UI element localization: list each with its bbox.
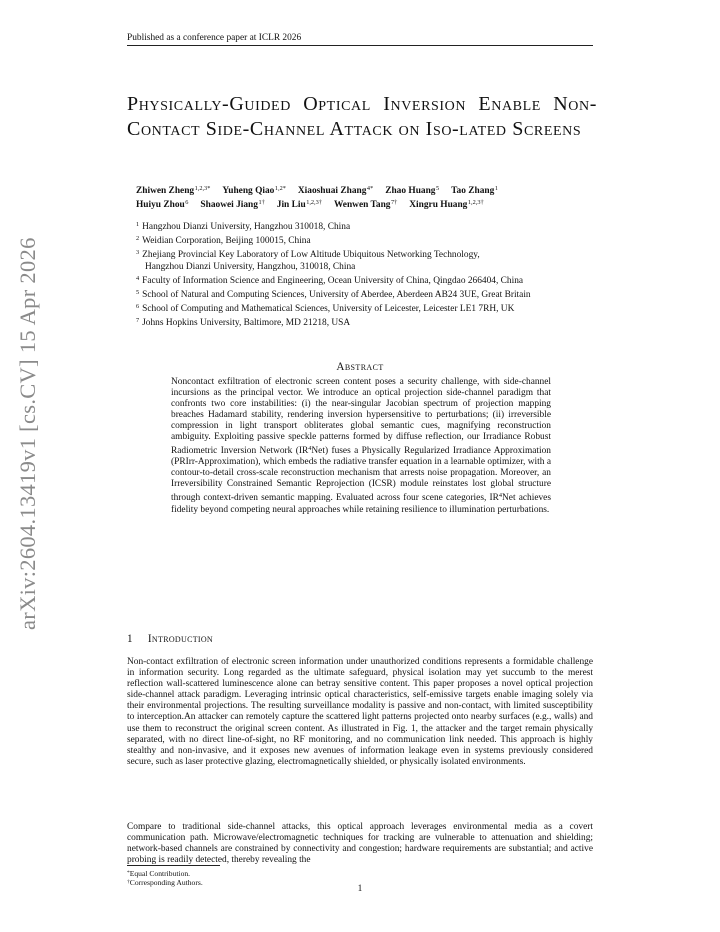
affiliation-number: 5 xyxy=(136,289,140,297)
author-affiliation-mark: 1,2,3† xyxy=(306,199,322,207)
affiliation-number: 4 xyxy=(136,274,140,282)
author-name: Tao Zhang xyxy=(451,186,495,196)
author xyxy=(451,186,498,196)
affiliation-number: 1 xyxy=(136,221,140,228)
footnote-item xyxy=(127,869,203,878)
running-header: Published as a conference paper at ICLR 2026 xyxy=(127,33,302,43)
section-number: 1 xyxy=(127,633,133,645)
author-name: Zhiwen Zheng xyxy=(136,186,195,196)
author-affiliation-mark: 1,2* xyxy=(274,185,286,192)
intro-paragraph-2: Compare to traditional side-channel attacks, this optical approach leverages environmental media as a covert communication path. Microwave/electromagnetic techniques for tracking are vulnerable to attenuation and shielding; network-based channels are constrained by connectivity and congestion; hardware requirements are substantial; and active probing is readily detected, thereby revealing the xyxy=(127,822,593,866)
affiliation-item xyxy=(136,233,636,247)
author xyxy=(409,200,483,210)
author-list xyxy=(136,183,606,212)
author-affiliation-mark: 1† xyxy=(258,199,265,207)
author-affiliation-mark: 1,2,3* xyxy=(194,185,211,192)
author-affiliation-mark: 1,2,3† xyxy=(467,199,484,207)
abstract-text-3: Net achieves fidelity beyond competing neural approaches while retaining resilience to illumination perturbations. xyxy=(171,493,551,515)
affiliation-item xyxy=(136,315,636,329)
section-heading xyxy=(127,633,213,645)
paper-title: Physically-Guided Optical Inversion Enable Non-Contact Side-Channel Attack on Iso-lated Screens xyxy=(127,93,597,140)
affiliation-text: Weidian Corporation, Beijing 100015, China xyxy=(142,236,311,247)
author xyxy=(200,200,264,210)
author-name: Xiaoshuai Zhang xyxy=(297,186,367,196)
author xyxy=(222,186,286,196)
footnote-text: Equal Contribution. xyxy=(129,869,191,878)
abstract-text-1: Noncontact exfiltration of electronic screen content poses a security challenge, with side-channel incursions as the principal vector. We introduce an optical projection side-channel paradigm that confronts two core instabilities: (i) the near-singular Jacobian spectrum of projection mapping breaches Hadamard stability, rendering inversion hypersensitive to perturbations; (ii) irreversible compression in light transport obliterates global semantic cues, magnifying reconstruction ambiguity. Exploiting passive speckle patterns formed by diffuse reflection, our Irradiance Robust Radiometric Inversion Network (IR xyxy=(171,377,551,457)
affiliation-list xyxy=(136,219,636,330)
author-name: Zhao Huang xyxy=(385,186,436,196)
author-affiliation-mark: 5 xyxy=(436,185,440,192)
affiliation-item xyxy=(136,247,636,261)
affiliation-number: 7 xyxy=(136,317,140,325)
abstract-text-2: Net) fuses a Physically Regularized Irradiance Approximation (PRIrr-Approximation), which embeds the radiative transfer equation in a learnable optimizer, with a contour-to-detail cross-scale reconstruction mechanism that arrests noise propagation. Moreover, an Irreversibility Constrained Semantic Reprojection (ICSR) module reinstates lost global structure through context-driven semantic mapping. Evaluated across four scene categories, IR xyxy=(171,446,551,504)
affiliation-number: 3 xyxy=(136,249,140,257)
footnote-rule xyxy=(127,865,220,866)
affiliation-number: 2 xyxy=(136,235,140,243)
author-name: Shaowei Jiang xyxy=(200,200,258,211)
affiliation-text: Hangzhou Dianzi University, Hangzhou 310018, China xyxy=(142,222,351,232)
author-line-1 xyxy=(136,183,606,197)
abstract-superscript-1: 4 xyxy=(308,445,312,453)
author-line-2 xyxy=(136,197,606,211)
author xyxy=(334,200,397,210)
abstract-body xyxy=(171,377,551,516)
affiliation-text: Faculty of Information Science and Engineering, Ocean University of China, Qingdao 266404, China xyxy=(142,275,524,286)
author xyxy=(136,186,210,196)
affiliation-text: Zhejiang Provincial Key Laboratory of Low Altitude Ubiquitous Networking Technology, xyxy=(142,250,480,261)
author-name: Huiyu Zhou xyxy=(136,200,185,211)
abstract-heading: Abstract xyxy=(336,361,384,373)
affiliation-text: School of Computing and Mathematical Sciences, University of Leicester, Leicester LE1 7RH, UK xyxy=(142,304,515,315)
footnote-mark: * xyxy=(127,870,130,876)
author-name: Yuheng Qiao xyxy=(222,186,275,196)
affiliation-number: 6 xyxy=(136,303,140,311)
intro-paragraph-1: Non-contact exfiltration of electronic screen information under unauthorized conditions represents a formidable challenge in information security. Long regarded as the ultimate safeguard, physical isolation may yet succumb to the merest reflection wall-scattered luminescence alone can betray sensitive content. This paper proposes a novel optical projection side-channel attack paradigm. Leveraging intrinsic optical characteristics, self-emissive targets enable imaging solely via their environmental projections. The resulting surveillance modality is passive and non-contact, with limited susceptibility to interception.An attacker can remotely capture the scattered light patterns projected onto nearby surfaces (e.g., walls) and use them to reconstruct the original screen content. As illustrated in Fig. 1, the attacker and the target remain physically separated, with no direct line-of-sight, no RF monitoring, and no communication link needed. This approach is highly stealthy and non-invasive, and it exposes new avenues of information leakage even in systems previously considered secure, such as laser protective glazing, electromagnetically shielded, or physically isolated environments. xyxy=(127,657,593,767)
affiliation-item xyxy=(136,219,636,233)
author-name: Jin Liu xyxy=(276,200,306,211)
author-affiliation-mark: 6 xyxy=(185,199,189,207)
affiliation-item xyxy=(136,273,636,287)
footnote-text: Corresponding Authors. xyxy=(129,878,203,888)
section-title: Introduction xyxy=(147,633,214,645)
author-affiliation-mark: 7† xyxy=(390,199,398,207)
author xyxy=(298,186,373,196)
arxiv-identifier: arXiv:2604.13419v1 [cs.CV] 15 Apr 2026 xyxy=(15,237,40,630)
affiliation-text: School of Natural and Computing Sciences, University of Aberdee, Aberdeen AB24 3UE, Great Britain xyxy=(142,290,531,301)
footnote-mark: † xyxy=(127,879,130,886)
author-affiliation-mark: 4* xyxy=(366,185,374,192)
affiliation-continuation: Hangzhou Dianzi University, Hangzhou, 310018, China xyxy=(145,261,356,272)
page-number: 1 xyxy=(357,884,363,894)
affiliation-item xyxy=(136,287,636,301)
affiliation-item xyxy=(136,301,636,315)
header-rule xyxy=(127,45,593,46)
author-affiliation-mark: 1 xyxy=(494,185,498,192)
author xyxy=(385,186,439,196)
author-name: Wenwen Tang xyxy=(333,200,391,211)
author xyxy=(136,200,188,210)
abstract-superscript-2: 4 xyxy=(498,492,503,500)
author xyxy=(277,200,322,210)
affiliation-text: Johns Hopkins University, Baltimore, MD 21218, USA xyxy=(142,318,351,329)
author-name: Xingru Huang xyxy=(409,200,468,211)
